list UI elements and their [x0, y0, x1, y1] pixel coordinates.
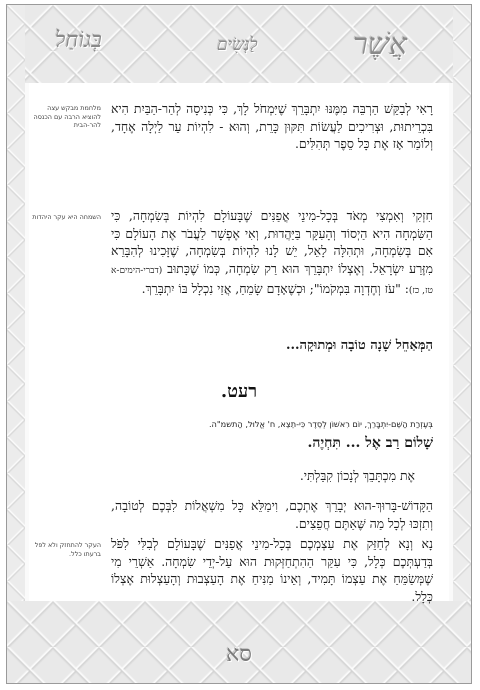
letter-number-title: רעט.	[220, 381, 258, 402]
letter-greeting: שָׁלוֹם רַב אֶל ... תִּחְיֶה.	[307, 435, 433, 451]
page-header	[47, 19, 431, 73]
letter-received-line: אֶת מִכְתָּבֵךְ לְנָכוֹן קִבַּלְתִּי.	[299, 468, 415, 483]
scripture-reference: (דברי-הימים-א טז, כז)	[111, 265, 433, 297]
letter-dateline: בְּעֶזְרַת הַשֵּׁם-יִתְבָּרֵךְ, יוֹם רִאשׁוֹן לְסֵדֶר כִּי-תֵצֵא, ח' אֱלוּל, הַתשמ"ה.	[208, 419, 433, 429]
margin-note-1: מלחמת מבקש עצה להוציא הרבה עם הכנסה להר-הבית	[33, 104, 101, 130]
header-word-lanashim: לַנְּשִׂים	[217, 35, 258, 55]
paragraph-2-main: חִזְקִי וְאִמְצִי מְאֹד בְּכָל-מִינֵי אֳפַנִּים שֶׁבָּעוֹלָם לִהְיוֹת בְּשִׂמְחָה, כִּי הַשִּׂמְחָה הִיא הַיְסוֹד וְהָעִקָּר בַּיַּהֲדוּת, וְאִי אֶפְשָׁר לַעֲבֹר אֶת הָעוֹלָם כִּי אִם בְּשִׂמְחָה, וּתְהִלָּה לָאֵל, יֵשׁ לָנוּ לִהְיוֹת בְּשִׂמְחָה, שֶׁזָּכִינוּ לְהִבָּרֵא מִזֶּרַע יִשְׂרָאֵל. וְאֶצְלוֹ יִתְבָּרֵךְ הוּא רַק שִׂמְחָה, כְּמוֹ שֶׁכָּתוּב	[111, 208, 433, 276]
paragraph-2-end: : "עֹז וְחֶדְוָה בִּמְקֹמוֹ"; וּכְשֶׁאָדָם שָׂמֵחַ, אֲזַי נִכְלָל בּוֹ יִתְבָּרֵךְ.	[141, 281, 409, 297]
letter-blessing: הַקָּדוֹשׁ-בָּרוּךְ-הוּא יְבָרֵךְ אֶתְכֶם, וִימַלֵּא כָּל מִשְׁאֲלוֹת לִבְּכֶם לְטוֹבָה, וְתִזְכּוּ לְכָל מַה שֶּׁאַתֶּם חֲפֵצִים.	[111, 498, 433, 531]
header-word-asher: אֲשֶׁר	[353, 27, 407, 62]
closing-line: הַמְּאַחֵל שָׁנָה טוֹבָה וּמְתוּקָה...	[285, 338, 433, 353]
margin-note-2: השמחה היא עקר היהדות	[32, 213, 101, 221]
decorative-left-border	[7, 5, 25, 683]
decorative-right-border	[453, 5, 471, 683]
margin-note-3: העקר להתחזק ולא לפל ברעתו כלל.	[34, 541, 101, 558]
paragraph-2	[111, 207, 433, 301]
page-content	[29, 83, 449, 604]
header-word-bagochal: בְּגוֹחַל	[55, 28, 102, 53]
page-number: סא	[226, 642, 252, 667]
page-frame	[6, 4, 472, 684]
letter-final-paragraph: נָא וְנָא לְחַזֵּק אֶת עַצְמְכֶם בְּכָל-מִינֵי אֳפַנִּים שֶׁבָּעוֹלָם לְבִלִּי לִפֹּל בְּדַעְתְּכֶם כְּלָל, כִּי עִקַּר הַהִתְחַזְּקוּת הוּא עַל-יְדֵי שִׂמְחָה. אַשְׁרֵי מִי שֶׁמְּשַׂמֵּחַ אֶת עַצְמוֹ תָּמִיד, וְאֵינוֹ מַנִּיחַ אֶת הָעַצְבוּת וְהָעַצְלוּת אֶצְלוֹ כְּלָל.	[111, 536, 433, 604]
paragraph-1: רָאִי לְבַקֵּשׁ הַרְבֵּה מִמֶּנּוּ יִתְבָּרֵךְ שֶׁיִּמְחֹל לָךְ, כִּי כְּנִיסָה לְהַר-הַבַּיִת הִיא בִּכְרֵיתוּת, וּצְרִיכִים לַעֲשׂוֹת תִּקּוּן כָּרֵת, וְהוּא - לִהְיוֹת עֵר לַיְלָה אֶחָד, וְלוֹמַר אָז אֶת כָּל סֵפֶר תְּהִלִּים.	[111, 101, 433, 152]
